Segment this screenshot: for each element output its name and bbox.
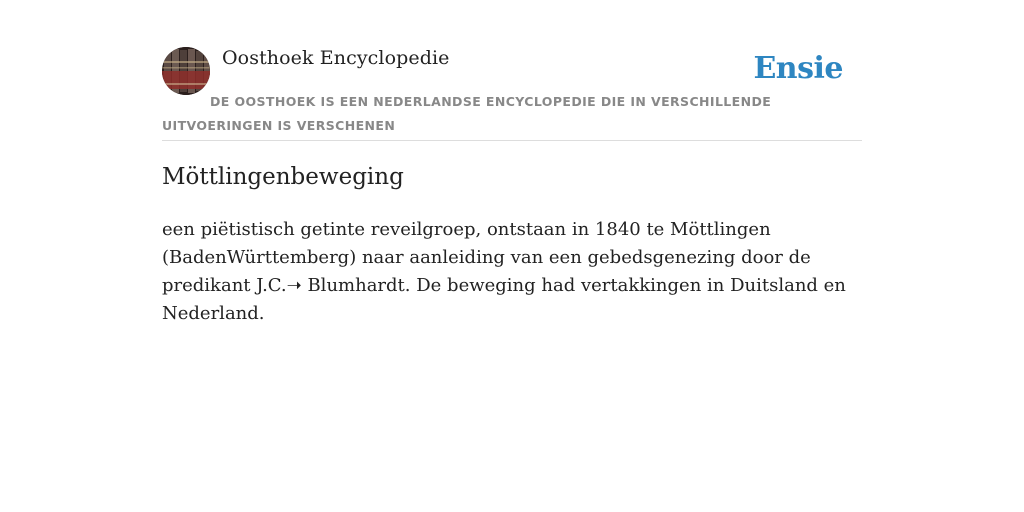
site-name[interactable]: Oosthoek Encyclopedie (222, 47, 450, 69)
article-text-start: een piëtistisch getinte reveilgroep, ontstaan in 1840 te Möttlingen (BadenWürttemberg) naar aanleiding van een gebedsgenezing door de predikant J.C. (162, 219, 811, 296)
article-title: Möttlingenbeweging (162, 164, 404, 190)
blumhardt-link-text: Blumhardt (301, 275, 405, 296)
article-text-end: . De beweging had vertakkingen in Duitsland en Nederland. (162, 275, 846, 324)
article-body (162, 216, 862, 328)
site-tagline: DE OOSTHOEK IS EEN NEDERLANDSE ENCYCLOPEDIE DIE IN VERSCHILLENDE UITVOERINGEN IS VERSCHENEN (162, 94, 772, 133)
blumhardt-link[interactable] (287, 275, 405, 296)
brand-logo[interactable]: Ensie (753, 51, 843, 86)
link-arrow-icon: ➝ (286, 275, 302, 296)
book-spines-icon (162, 47, 210, 95)
page-header-wrap (162, 44, 862, 141)
site-header (162, 44, 862, 141)
site-avatar[interactable] (162, 47, 210, 95)
